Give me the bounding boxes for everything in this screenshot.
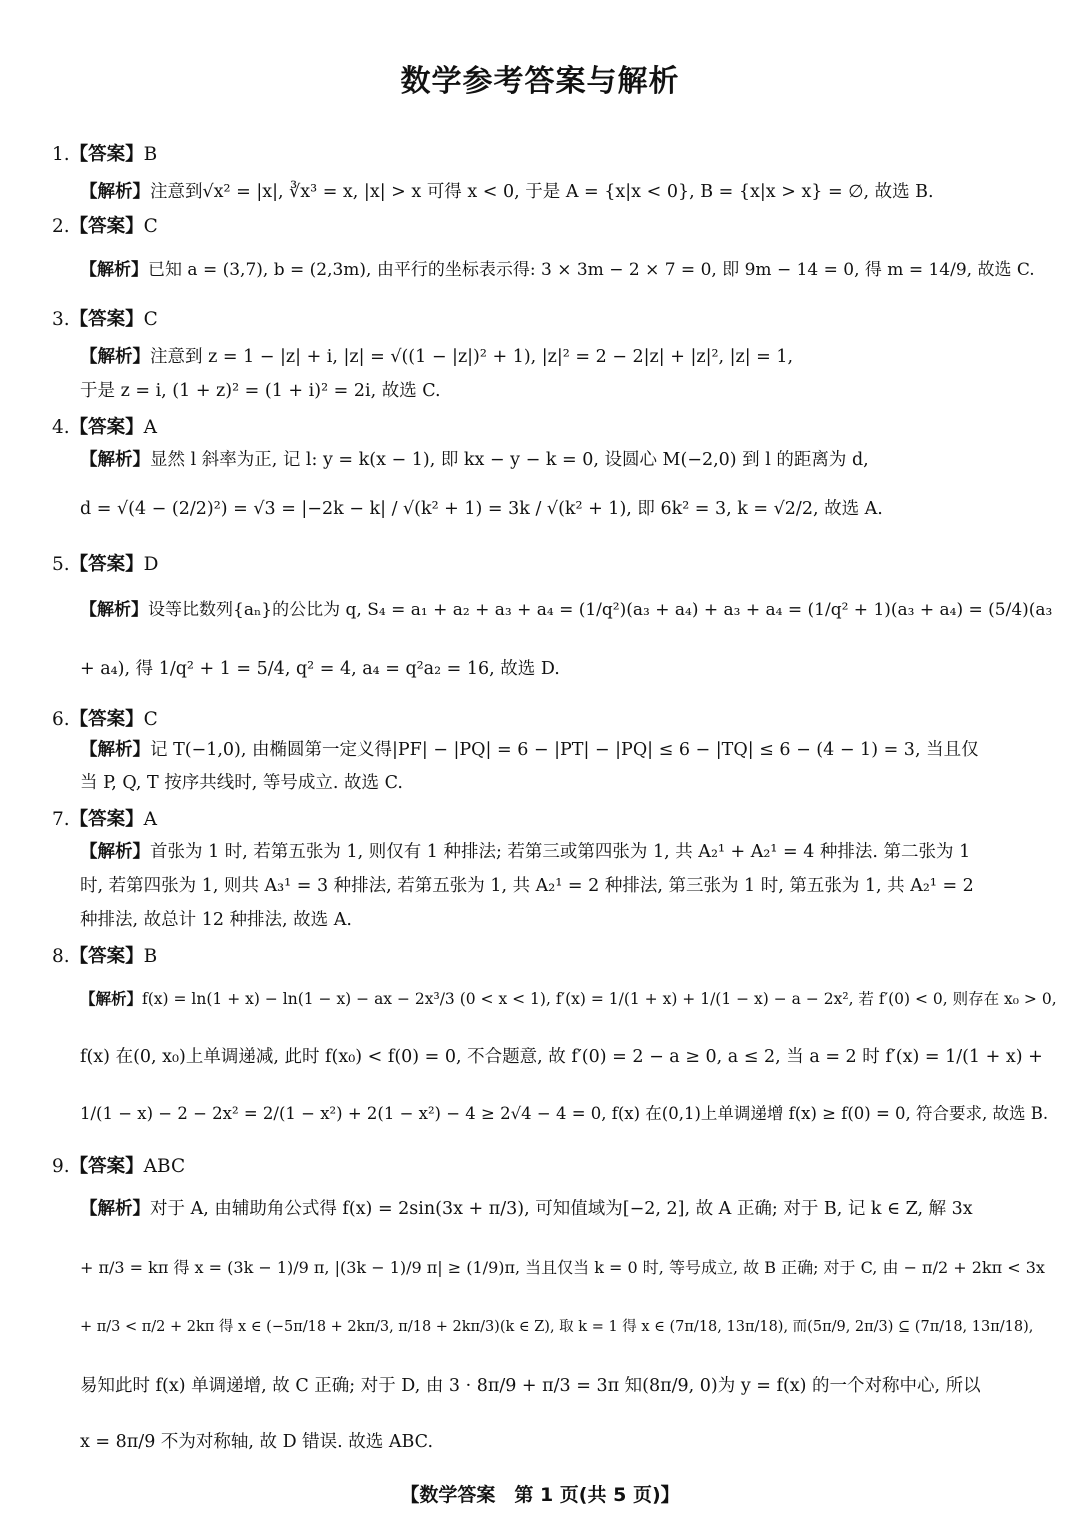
q6-analysis-label: 【解析】 — [80, 740, 150, 760]
q5-answer-label: 【答案】 — [69, 554, 144, 575]
q8-line-1: f(x) = ln(1 + x) − ln(1 − x) − ax − 2x³/3 (0 < x < 1), f′(x) = 1/(1 + x) + 1/(1 − x) − a − 2x², 若 f′(0) < 0, 则存在 x₀ > 0, — [142, 990, 1057, 1008]
q7-line-2: 时, 若第四张为 1, 则共 A₃¹ = 3 种排法, 若第五张为 1, 共 A₂¹ = 2 种排法, 第三张为 1 时, 第五张为 1, 共 A₂¹ = 2 — [80, 876, 974, 896]
q3-analysis — [80, 345, 1060, 369]
q9-number: 9. — [52, 1156, 70, 1177]
q8-answer-label: 【答案】 — [69, 946, 144, 967]
q1-line-1: 注意到√x² = |x|, ∛x³ = x, |x| > x 可得 x < 0, 于是 A = {x|x < 0}, B = {x|x > x} = ∅, 故选 B. — [150, 182, 934, 202]
q7-line-1: 首张为 1 时, 若第五张为 1, 则仅有 1 种排法; 若第三或第四张为 1, 共 A₂¹ + A₂¹ = 4 种排法. 第二张为 1 — [150, 842, 971, 862]
q3-number: 3. — [52, 309, 70, 330]
q2-analysis-label: 【解析】 — [80, 260, 148, 280]
q5-analysis-label: 【解析】 — [80, 600, 148, 620]
q2-answer-label: 【答案】 — [69, 216, 144, 237]
q6-line-1: 记 T(−1,0), 由椭圆第一定义得|PF| − |PQ| = 6 − |PT| − |PQ| ≤ 6 − |TQ| ≤ 6 − (4 − 1) = 3, 当且仅 — [150, 740, 979, 760]
q4-number: 4. — [52, 417, 70, 438]
q3-answer-value: C — [143, 309, 158, 330]
q6-answer — [52, 705, 158, 731]
page-footer: 【数学答案 第 1 页(共 5 页)】 — [400, 1484, 680, 1506]
q6-line-2: 当 P, Q, T 按序共线时, 等号成立. 故选 C. — [80, 773, 403, 793]
q9-answer-value: ABC — [143, 1156, 186, 1177]
q1-answer-label: 【答案】 — [69, 144, 144, 165]
q8-line-3: 1/(1 − x) − 2 − 2x² = 2/(1 − x²) + 2(1 − x²) − 4 ≥ 2√4 − 4 = 0, f(x) 在(0,1)上单调递增 f(x) ≥ f(0) = 0, 符合要求, 故选 B. — [80, 1104, 1049, 1123]
q4-analysis — [80, 448, 1060, 472]
q4-line-1: 显然 l 斜率为正, 记 l: y = k(x − 1), 即 kx − y − k = 0, 设圆心 M(−2,0) 到 l 的距离为 d, — [150, 450, 869, 470]
q6-number: 6. — [52, 709, 70, 730]
q3-answer-label: 【答案】 — [69, 309, 144, 330]
q5-answer — [52, 550, 159, 576]
q7-answer — [52, 805, 157, 831]
q3-line-2: 于是 z = i, (1 + z)² = (1 + i)² = 2i, 故选 C. — [80, 381, 441, 401]
q6-answer-label: 【答案】 — [69, 709, 144, 730]
q2-answer-value: C — [143, 216, 158, 237]
q1-analysis — [80, 180, 1060, 204]
q9-analysis — [80, 1197, 1060, 1221]
q7-number: 7. — [52, 809, 70, 830]
q3-answer — [52, 305, 158, 331]
q7-answer-label: 【答案】 — [69, 809, 144, 830]
q9-line-3: + π/3 < π/2 + 2kπ 得 x ∈ (−5π/18 + 2kπ/3, π/18 + 2kπ/3)(k ∈ Z), 取 k = 1 得 x ∈ (7π/18, 13π/18), 而(5π/9, 2π/3) ⊆ (7π/18, 13π/18), — [80, 1319, 1034, 1335]
q6-answer-value: C — [143, 709, 158, 730]
q5-answer-value: D — [143, 554, 159, 575]
q1-analysis-label: 【解析】 — [80, 182, 150, 202]
q7-analysis — [80, 840, 1060, 864]
q4-answer-value: A — [143, 417, 158, 438]
q4-answer-label: 【答案】 — [69, 417, 144, 438]
q4-analysis-label: 【解析】 — [80, 450, 150, 470]
q3-analysis-label: 【解析】 — [80, 347, 150, 367]
q2-line-1: 已知 a = (3,7), b = (2,3m), 由平行的坐标表示得: 3 × 3m − 2 × 7 = 0, 即 9m − 14 = 0, 得 m = 14/9, 故选 C. — [148, 260, 1035, 280]
q9-analysis-label: 【解析】 — [80, 1199, 150, 1219]
q8-analysis — [80, 987, 1060, 1011]
q6-analysis — [80, 738, 1060, 762]
q7-answer-value: A — [143, 809, 158, 830]
q1-number: 1. — [52, 144, 70, 165]
q3-line-1: 注意到 z = 1 − |z| + i, |z| = √((1 − |z|)² + 1), |z|² = 2 − 2|z| + |z|², |z| = 1, — [150, 347, 794, 367]
q7-line-3: 种排法, 故总计 12 种排法, 故选 A. — [80, 910, 352, 930]
q8-answer-value: B — [143, 946, 158, 967]
q1-answer — [52, 140, 157, 166]
q9-line-2: + π/3 = kπ 得 x = (3k − 1)/9 π, |(3k − 1)/9 π| ≥ (1/9)π, 当且仅当 k = 0 时, 等号成立, 故 B 正确; 对于 C, 由 − π/2 + 2kπ < 3x — [80, 1258, 1045, 1277]
q8-analysis-label: 【解析】 — [80, 990, 143, 1008]
q5-number: 5. — [52, 554, 70, 575]
q8-number: 8. — [52, 946, 70, 967]
q2-answer — [52, 212, 158, 238]
q8-line-2: f(x) 在(0, x₀)上单调递减, 此时 f(x₀) < f(0) = 0, 不合题意, 故 f′(0) = 2 − a ≥ 0, a ≤ 2, 当 a = 2 时 f′(x) = 1/(1 + x) + — [80, 1047, 1043, 1067]
q5-line-1: 设等比数列{aₙ}的公比为 q, S₄ = a₁ + a₂ + a₃ + a₄ = (1/q²)(a₃ + a₄) + a₃ + a₄ = (1/q² + 1)(a₃ + a₄) = (5/4)(a₃ — [148, 600, 1053, 620]
q2-analysis — [80, 258, 1060, 282]
q2-number: 2. — [52, 216, 70, 237]
q4-line-2: d = √(4 − (2/2)²) = √3 = |−2k − k| / √(k² + 1) = 3k / √(k² + 1), 即 6k² = 3, k = √2/2, 故选 A. — [80, 499, 883, 519]
q9-line-5: x = 8π/9 不为对称轴, 故 D 错误. 故选 ABC. — [80, 1432, 434, 1452]
q9-answer — [52, 1152, 185, 1178]
q7-analysis-label: 【解析】 — [80, 842, 150, 862]
q9-line-1: 对于 A, 由辅助角公式得 f(x) = 2sin(3x + π/3), 可知值域为[−2, 2], 故 A 正确; 对于 B, 记 k ∈ Z, 解 3x — [150, 1199, 973, 1219]
q1-answer-value: B — [143, 144, 158, 165]
q5-analysis — [80, 598, 1060, 622]
page-title: 数学参考答案与解析 — [400, 64, 680, 99]
q4-answer — [52, 413, 157, 439]
q5-line-2: + a₄), 得 1/q² + 1 = 5/4, q² = 4, a₄ = q²a₂ = 16, 故选 D. — [80, 659, 560, 679]
q9-line-4: 易知此时 f(x) 单调递增, 故 C 正确; 对于 D, 由 3 · 8π/9 + π/3 = 3π 知(8π/9, 0)为 y = f(x) 的一个对称中心, 所以 — [80, 1376, 981, 1396]
q9-answer-label: 【答案】 — [69, 1156, 144, 1177]
q8-answer — [52, 942, 157, 968]
